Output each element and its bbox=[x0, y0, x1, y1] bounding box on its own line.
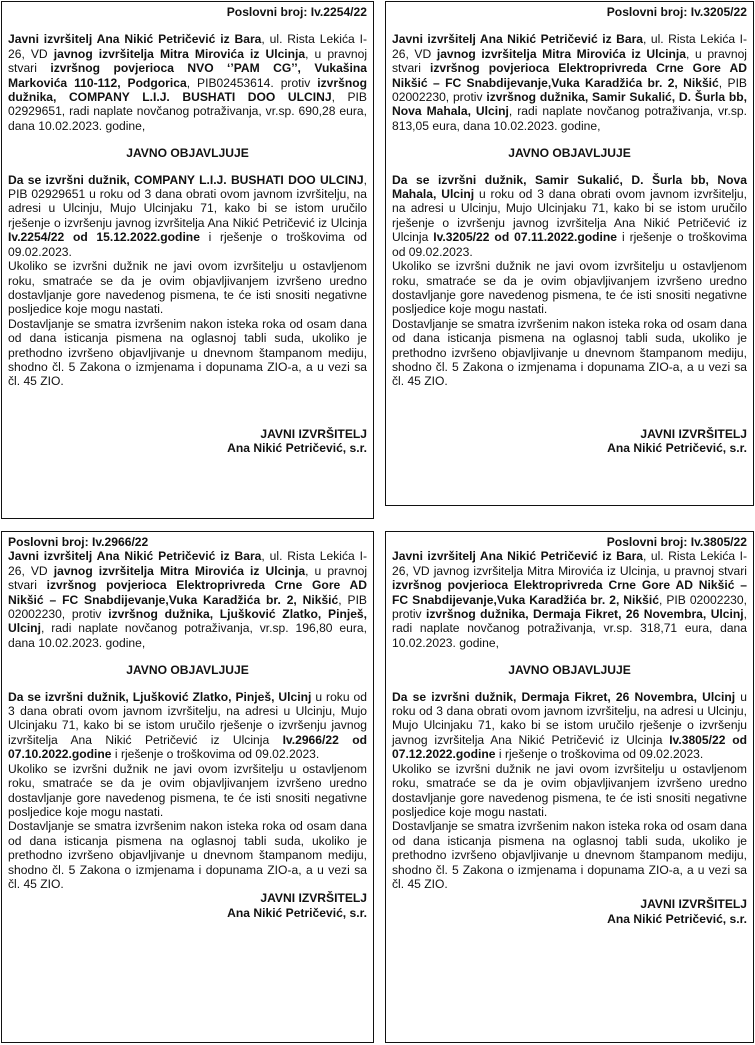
delivery-paragraph: Dostavljanje se smatra izvršenim nakon isteka roka od osam dana od dana isticanja pismena na oglasnoj tabli suda, ukoliko je prethodno izvršeno objavljivanje u dnevnom štampanom mediju, shodno čl. 5 Zakona o izmjenama i dopunama ZIO-a, a u vezi sa čl. 45 ZIO. bbox=[8, 316, 367, 389]
consequence-paragraph: Ukoliko se izvršni dužnik ne javi ovom izvršitelju u ostavljenom roku, smatraće se da je ovim objavljivanjem izvršeno uredno dostavljanje gore navedenog pismena, te će isti snositi negativne posljedice koje mogu nastati. bbox=[392, 259, 747, 317]
bold-text-run: izvršnog dužnika, Dermaja Fikret, 26 Novembra, Ulcinj bbox=[426, 607, 744, 622]
summons-paragraph bbox=[8, 173, 367, 259]
notice-box-iv2254 bbox=[1, 1, 374, 519]
bold-text-run: Da se izvršni dužnik, Ljušković Zlatko, Pinješ, Ulcinj bbox=[8, 689, 312, 704]
bold-text-run: izvršnog povjerioca Elektroprivreda Crne Gore AD Nikšić – FC Snabdijevanje,Vuka Karadžića br. 2, Nikšić bbox=[392, 61, 747, 90]
signature-name: Ana Nikić Petričević, s.r. bbox=[227, 905, 367, 920]
notice-box-iv3205 bbox=[385, 1, 754, 506]
notice-heading: JAVNO OBJAVLJUJE bbox=[508, 146, 631, 161]
text-run: , ul. Rista Lekića I-26, VD bbox=[392, 32, 747, 61]
text-run: , PIB02453614. protiv bbox=[186, 75, 318, 90]
bold-text-run: izvršnog povjerioca Elektroprivreda Crne Gore AD Nikšić – FC Snabdijevanje,Vuka Karadžića br. 2, Nikšić bbox=[8, 578, 367, 607]
intro-paragraph bbox=[392, 549, 747, 650]
bold-text-run: Da se izvršni dužnik, COMPANY L.I.J. BUSHATI DOO ULCINJ bbox=[8, 172, 364, 187]
text-run: i rješenje o troškovima od 09.02.2023. bbox=[392, 230, 747, 259]
bold-text-run: Javni izvršitelj Ana Nikić Petričević iz Bara bbox=[392, 32, 643, 47]
intro-paragraph bbox=[392, 32, 747, 133]
summons-paragraph bbox=[8, 690, 367, 762]
text-run: , radi naplate novčanog potraživanja, vr.sp. 196,80 eura, dana 10.02.2023. godine, bbox=[8, 621, 367, 650]
bold-text-run: Javni izvršitelj Ana Nikić Petričević iz Bara bbox=[8, 32, 262, 47]
notice-heading: JAVNO OBJAVLJUJE bbox=[126, 663, 249, 678]
bold-text-run: Iv.3805/22 od 07.12.2022.godine bbox=[392, 732, 747, 762]
consequence-paragraph: Ukoliko se izvršni dužnik ne javi ovom izvršitelju u ostavljenom roku, smatraće se da je ovim objavljivanjem izvršeno uredno dostavljanje gore navedenog pismena, te će isti snositi negativne posljedice koje mogu nastati. bbox=[8, 259, 367, 317]
case-number: Poslovni broj: Iv.3805/22 bbox=[606, 535, 747, 549]
text-run: , u pravnoj stvari bbox=[8, 46, 368, 76]
bold-text-run: javnog izvršitelja Mitra Mirovića iz Ulcinja bbox=[53, 563, 306, 578]
bold-text-run: javnog izvršitelja Mitra Mirovića iz Ulcinja bbox=[53, 46, 306, 61]
signature-name: Ana Nikić Petričević, s.r. bbox=[227, 441, 367, 456]
text-run: , PIB 02929651, radi naplate novčanog potraživanja, vr.sp. 690,28 eura, dana 10.02.2023. godine, bbox=[8, 90, 367, 133]
text-run: , radi naplate novčanog potraživanja, vr.sp. 813,05 eura, dana 10.02.2023. godine, bbox=[392, 104, 747, 133]
signature-title: JAVNI IZVRŠITELJ bbox=[260, 891, 367, 906]
delivery-paragraph: Dostavljanje se smatra izvršenim nakon isteka roka od osam dana od dana isticanja pismena na oglasnoj tabli suda, ukoliko je prethodno izvršeno objavljivanje u dnevnom štampanom mediju, shodno čl. 5 Zakona o izmjenama i dopunama ZIO-a, a u vezi sa čl. 45 ZIO. bbox=[392, 316, 747, 389]
signature-title: JAVNI IZVRŠITELJ bbox=[640, 897, 747, 912]
bold-text-run: izvršnog dužnika, COMPANY L.I.J. BUSHATI DOO ULCINJ bbox=[8, 75, 367, 105]
consequence-paragraph: Ukoliko se izvršni dužnik ne javi ovom izvršitelju u ostavljenom roku, smatraće se da je ovim objavljivanjem izvršeno uredno dostavljanje gore navedenog pismena, te će isti snositi negativne posljedice koje mogu nastati. bbox=[8, 761, 367, 819]
bold-text-run: Da se izvršni dužnik, Samir Sukalić, D. Šurla bb, Nova Mahala, Ulcinj bbox=[392, 172, 747, 202]
text-run: i rješenje o troškovima od 09.02.2023. bbox=[495, 747, 704, 762]
text-run: , radi naplate novčanog potraživanja, vr.sp. 318,71 eura, dana 10.02.2023. godine, bbox=[392, 607, 747, 650]
bold-text-run: izvršnog povjerioca Elektroprivreda Crne Gore AD Nikšić – FC Snabdijevanje,Vuka Karadžića br. 2, Nikšić bbox=[392, 578, 747, 607]
text-run: u roku od 3 dana obrati ovom javnom izvršitelju, na adresi u Ulcinju, Mujo Ulcinjaku 71, kako bi se istom uručilo rješenje o izvršenju javnog izvršitelja Ana Nikić Petričević iz Ulcinja bbox=[392, 689, 747, 747]
notice-heading: JAVNO OBJAVLJUJE bbox=[126, 146, 249, 161]
bold-text-run: Javni izvršitelj Ana Nikić Petričević iz Bara bbox=[392, 549, 643, 564]
text-run: , PIB 02929651 u roku od 3 dana obrati ovom javnom izvršitelju, na adresi u Ulcinju, Mujo Ulcinjaku 71, kako bi se istom uručilo rješenje o izvršenju javnog izvršitelja Ana Nikić Petričević iz Ulcinja bbox=[8, 172, 367, 230]
text-run: , ul. Rista Lekića I-26, VD bbox=[8, 549, 367, 578]
text-run: , PIB 02002230, protiv bbox=[8, 592, 367, 622]
notice-box-iv3805 bbox=[385, 531, 754, 1043]
text-run: i rješenje o troškovima od 09.02.2023. bbox=[8, 230, 367, 259]
text-run: , ul. Rista Lekića I-26, VD javnog izvršitelja Mitra Mirovića iz Ulcinja, u pravnoj stvari bbox=[392, 549, 747, 578]
signature-name: Ana Nikić Petričević, s.r. bbox=[607, 911, 747, 926]
text-run: u roku od 3 dana obrati ovom javnom izvršitelju, na adresi u Ulcinju, Mujo Ulcinjaku 71, kako bi se istom uručilo rješenje o izvršenju javnog izvršitelja Ana Nikić Petričević iz Ulcinja bbox=[392, 187, 747, 245]
signature-name: Ana Nikić Petričević, s.r. bbox=[607, 441, 747, 456]
bold-text-run: Iv.2966/22 od 07.10.2022.godine bbox=[8, 732, 367, 762]
signature-title: JAVNI IZVRŠITELJ bbox=[640, 426, 747, 441]
text-run: u roku od 3 dana obrati ovom javnom izvršitelju, na adresi u Ulcinju, Mujo Ulcinjaku 71, kako bi se istom uručilo rješenje o izvršenju javnog izvršitelja Ana Nikić Petričević iz Ulcinja bbox=[8, 689, 367, 747]
bold-text-run: Da se izvršni dužnik, Dermaja Fikret, 26 Novembra, Ulcinj bbox=[392, 689, 736, 704]
delivery-paragraph: Dostavljanje se smatra izvršenim nakon isteka roka od osam dana od dana isticanja pismena na oglasnoj tabli suda, ukoliko je prethodno izvršeno objavljivanje u dnevnom štampanom mediju, shodno čl. 5 Zakona o izmjenama i dopunama ZIO-a, a u vezi sa čl. 45 ZIO. bbox=[8, 819, 367, 891]
notice-box-iv2966 bbox=[1, 531, 374, 1043]
bold-text-run: izvršnog povjerioca NVO ‘’PAM CG’’, Vukašina Markovića 110-112, Podgorica bbox=[8, 61, 367, 90]
bold-text-run: izvršnog dužnika, Samir Sukalić, D. Šurla bb, Nova Mahala, Ulcinj bbox=[392, 90, 747, 119]
text-run: , ul. Rista Lekića I-26, VD bbox=[8, 32, 367, 61]
case-number: Poslovni broj: Iv.2966/22 bbox=[8, 535, 149, 549]
delivery-paragraph: Dostavljanje se smatra izvršenim nakon isteka roka od osam dana od dana isticanja pismena na oglasnoj tabli suda, ukoliko je prethodno izvršeno objavljivanje u dnevnom štampanom mediju, shodno čl. 5 Zakona o izmjenama i dopunama ZIO-a, a u vezi sa čl. 45 ZIO. bbox=[392, 819, 747, 891]
bold-text-run: javnog izvršitelja Mitra Mirovića iz Ulcinja bbox=[436, 46, 687, 61]
case-number: Poslovni broj: Iv.3205/22 bbox=[606, 5, 747, 19]
text-run: i rješenje o troškovima od 09.02.2023. bbox=[111, 747, 320, 762]
intro-paragraph bbox=[8, 32, 367, 133]
text-run: , u pravnoj stvari bbox=[392, 46, 747, 76]
bold-text-run: Iv.2254/22 od 15.12.2022.godine bbox=[8, 230, 200, 245]
text-run: , u pravnoj stvari bbox=[8, 563, 368, 593]
text-run: , PIB 02002230, protiv bbox=[392, 75, 747, 105]
bold-text-run: Javni izvršitelj Ana Nikić Petričević iz Bara bbox=[8, 549, 262, 564]
notice-heading: JAVNO OBJAVLJUJE bbox=[508, 663, 631, 678]
case-number: Poslovni broj: Iv.2254/22 bbox=[226, 5, 367, 19]
summons-paragraph bbox=[392, 173, 747, 259]
signature-title: JAVNI IZVRŠITELJ bbox=[260, 426, 367, 441]
bold-text-run: izvršnog dužnika, Ljušković Zlatko, Pinješ, Ulcinj bbox=[8, 607, 368, 636]
bold-text-run: Iv.3205/22 od 07.11.2022.godine bbox=[433, 230, 618, 245]
text-run: , PIB 02002230, protiv bbox=[392, 592, 747, 622]
intro-paragraph bbox=[8, 549, 367, 650]
consequence-paragraph: Ukoliko se izvršni dužnik ne javi ovom izvršitelju u ostavljenom roku, smatraće se da je ovim objavljivanjem izvršeno uredno dostavljanje gore navedenog pismena, te će isti snositi negativne posljedice koje mogu nastati. bbox=[392, 761, 747, 819]
summons-paragraph bbox=[392, 690, 747, 762]
